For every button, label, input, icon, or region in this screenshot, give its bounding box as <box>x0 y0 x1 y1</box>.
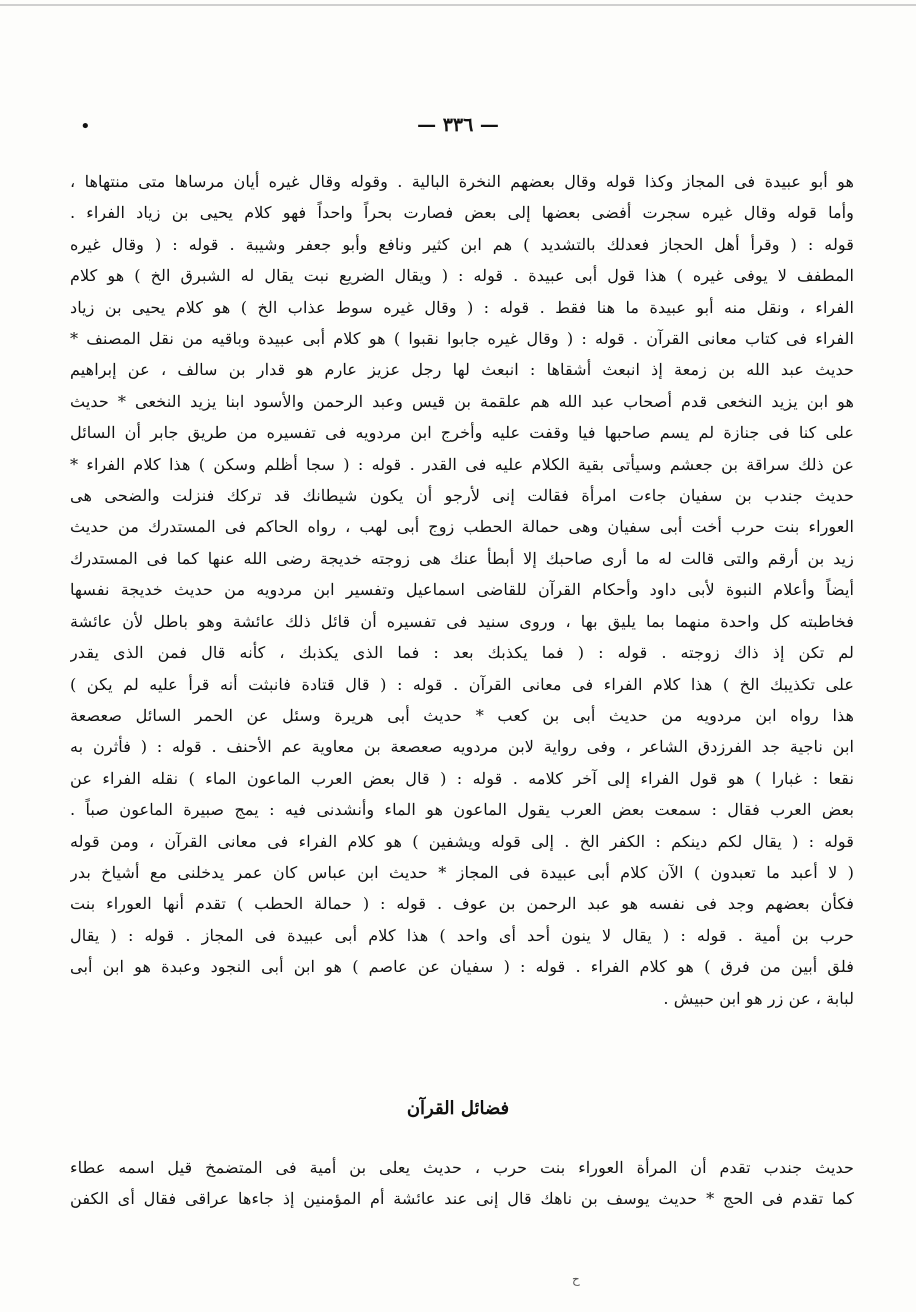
text-line: ( لا أعبد ما تعبدون ) الآن كلام أبى عبيدة فى المجاز * حديث ابن عباس كان عمر يدخلنى مع أشياخ بدر <box>70 862 854 882</box>
text-line: حديث عبد الله بن زمعة إذ انبعث أشقاها : انبعث لها رجل عزيز عارم هو قدار بن سالف ، عن إبراهيم <box>70 360 854 380</box>
text-line: كما تقدم فى الحج * حديث يوسف بن ناهك قال إنى عند عائشة أم المؤمنين إذ جاءها عراقى فقال أى الكفن <box>70 1189 854 1209</box>
text-line: أيضاً وأعلام النبوة لأبى داود وأحكام القرآن للقاضى اسماعيل وتفسير ابن مردويه من حديث خديجة نفسها <box>70 580 854 600</box>
text-line: وأما قوله وقال غيره سجرت أفضى بعضها إلى بعض فصارت بحراً واحداً فهو كلام يحيى بن زياد الفراء . <box>70 203 854 223</box>
text-line: زيد بن أرقم والتى قالت له ما أرى صاحبك إلا أبطأ عنك هى زوجته خديجة رضى الله عنها كما فى المستدرك <box>70 548 854 568</box>
text-line: هذا رواه ابن مردويه من حديث أبى بن كعب * حديث أبى هريرة وسئل عن الحمر السائل صعصعة <box>70 705 854 725</box>
commentary-text <box>70 166 854 1014</box>
text-line: على كنا فى جنازة لم يسم صاحبها فيا وقفت عليه وأخرج ابن مردويه فى تفسيره من طريق جابر أن السائل <box>70 423 854 443</box>
text-line: بعض العرب فقال : سمعت بعض العرب يقول الماعون هو الماء وأنشدنى فيه : يمج صبيرة الماعون صباً . <box>70 800 854 820</box>
text-line: عن ذلك سراقة بن جعشم وسيأتى بقية الكلام عليه فى القدر . قوله : ( سجا أظلم وسكن ) هذا كلام الفراء * <box>70 454 854 474</box>
text-line: هو أبو عبيدة فى المجاز وكذا قوله وقال بعضهم النخرة البالية . وقوله وقال غيره أيان مرساها متى منتهاها ، <box>70 172 854 191</box>
text-line: الفراء فى كتاب معانى القرآن . قوله : ( وقال غيره جابوا نقبوا ) هو كلام أبى عبيدة وباقيه من نقل المصنف * <box>70 329 854 349</box>
text-line: حديث جندب تقدم أن المرأة العوراء بنت حرب ، حديث يعلى بن أمية فى المتضمخ قيل اسمه عطاء <box>70 1158 854 1177</box>
text-line: ابن ناجية جد الفرزدق الشاعر ، وفى رواية لابن مردويه صعصعة بن معاوية عم الأحنف . قوله : ( فأثرن به <box>70 737 854 757</box>
text-line: على تكذيبك الخ ) هذا كلام الفراء فى معانى القرآن . قوله : ( قال قتادة فانبثت أنه قرأ عليه لم يكن ) <box>70 674 854 694</box>
footer-signature-mark: ح <box>572 1272 580 1286</box>
text-line: العوراء بنت حرب أخت أبى سفيان وهى حمالة الحطب زوج أبى لهب ، رواه الحاكم فى المستدرك من حديث <box>70 517 854 537</box>
page-number: — ٣٣٦ — <box>417 114 499 136</box>
text-line: فكأن بعضهم وجد فى نفسه هو عبد الرحمن بن عوف . قوله : ( حمالة الحطب ) تقدم أنها العوراء بنت <box>70 894 854 914</box>
text-line: هو ابن يزيد النخعى قدم أصحاب عبد الله هم علقمة بن قيس وعبد الرحمن والأسود ابنا يزيد النخعى * حديث <box>70 391 854 411</box>
text-line: فلق أبين من فرق ) هو كلام الفراء . قوله : ( سفيان عن عاصم ) هو ابن أبى النجود وعبدة هو ابن أبى <box>70 957 854 977</box>
section-heading: فضائل القرآن <box>406 1098 510 1119</box>
top-rule <box>0 4 916 6</box>
text-line: نقعا : غبارا ) هو قول الفراء إلى آخر كلامه . قوله : ( قال بعض العرب الماعون الماء ) نقله الفراء عن <box>70 768 854 788</box>
margin-dot: • <box>80 116 91 137</box>
text-line: فخاطبته كل واحدة منهما بما يليق بها ، وروى سنيد فى تفسيره أن قائل ذلك عائشة وهو باطل لأن عائشة <box>70 611 854 631</box>
text-line: الفراء ، ونقل منه أبو عبيدة ما هنا فقط . قوله : ( وقال غيره سوط عذاب الخ ) هو كلام يحيى بن زياد <box>70 297 854 317</box>
text-line: حديث جندب بن سفيان جاءت امرأة فقالت إنى لأرجو أن يكون شيطانك قد تركك فنزلت والضحى هى <box>70 486 854 506</box>
text-line: المطفف لا يوفى غيره ) هذا قول أبى عبيدة . قوله : ( ويقال الضريع نبت يقال له الشبرق الخ ) هو كلام <box>70 266 854 286</box>
text-line: حرب بن أمية . قوله : ( يقال لا ينون أحد أى واحد ) هذا كلام أبى عبيدة فى المجاز . قوله : ( يقال <box>70 925 854 945</box>
text-line: لم تكن إذ ذاك زوجته . قوله : ( فما يكذبك بعد : فما الذى يكذبك ، كأنه قال فمن الذى يقدر <box>70 643 854 663</box>
section-text <box>70 1152 854 1215</box>
text-line: قوله : ( وقرأ أهل الحجاز فعدلك بالتشديد ) هم ابن كثير ونافع وأبو جعفر وشيبة . قوله : ( وقال غيره <box>70 234 854 254</box>
text-line: لبابة ، عن زر هو ابن حبيش . <box>663 988 854 1008</box>
text-line: قوله : ( يقال لكم دينكم : الكفر الخ . إلى قوله ويشفين ) هو كلام الفراء فى معانى القرآن ، ومن قوله <box>70 831 854 851</box>
